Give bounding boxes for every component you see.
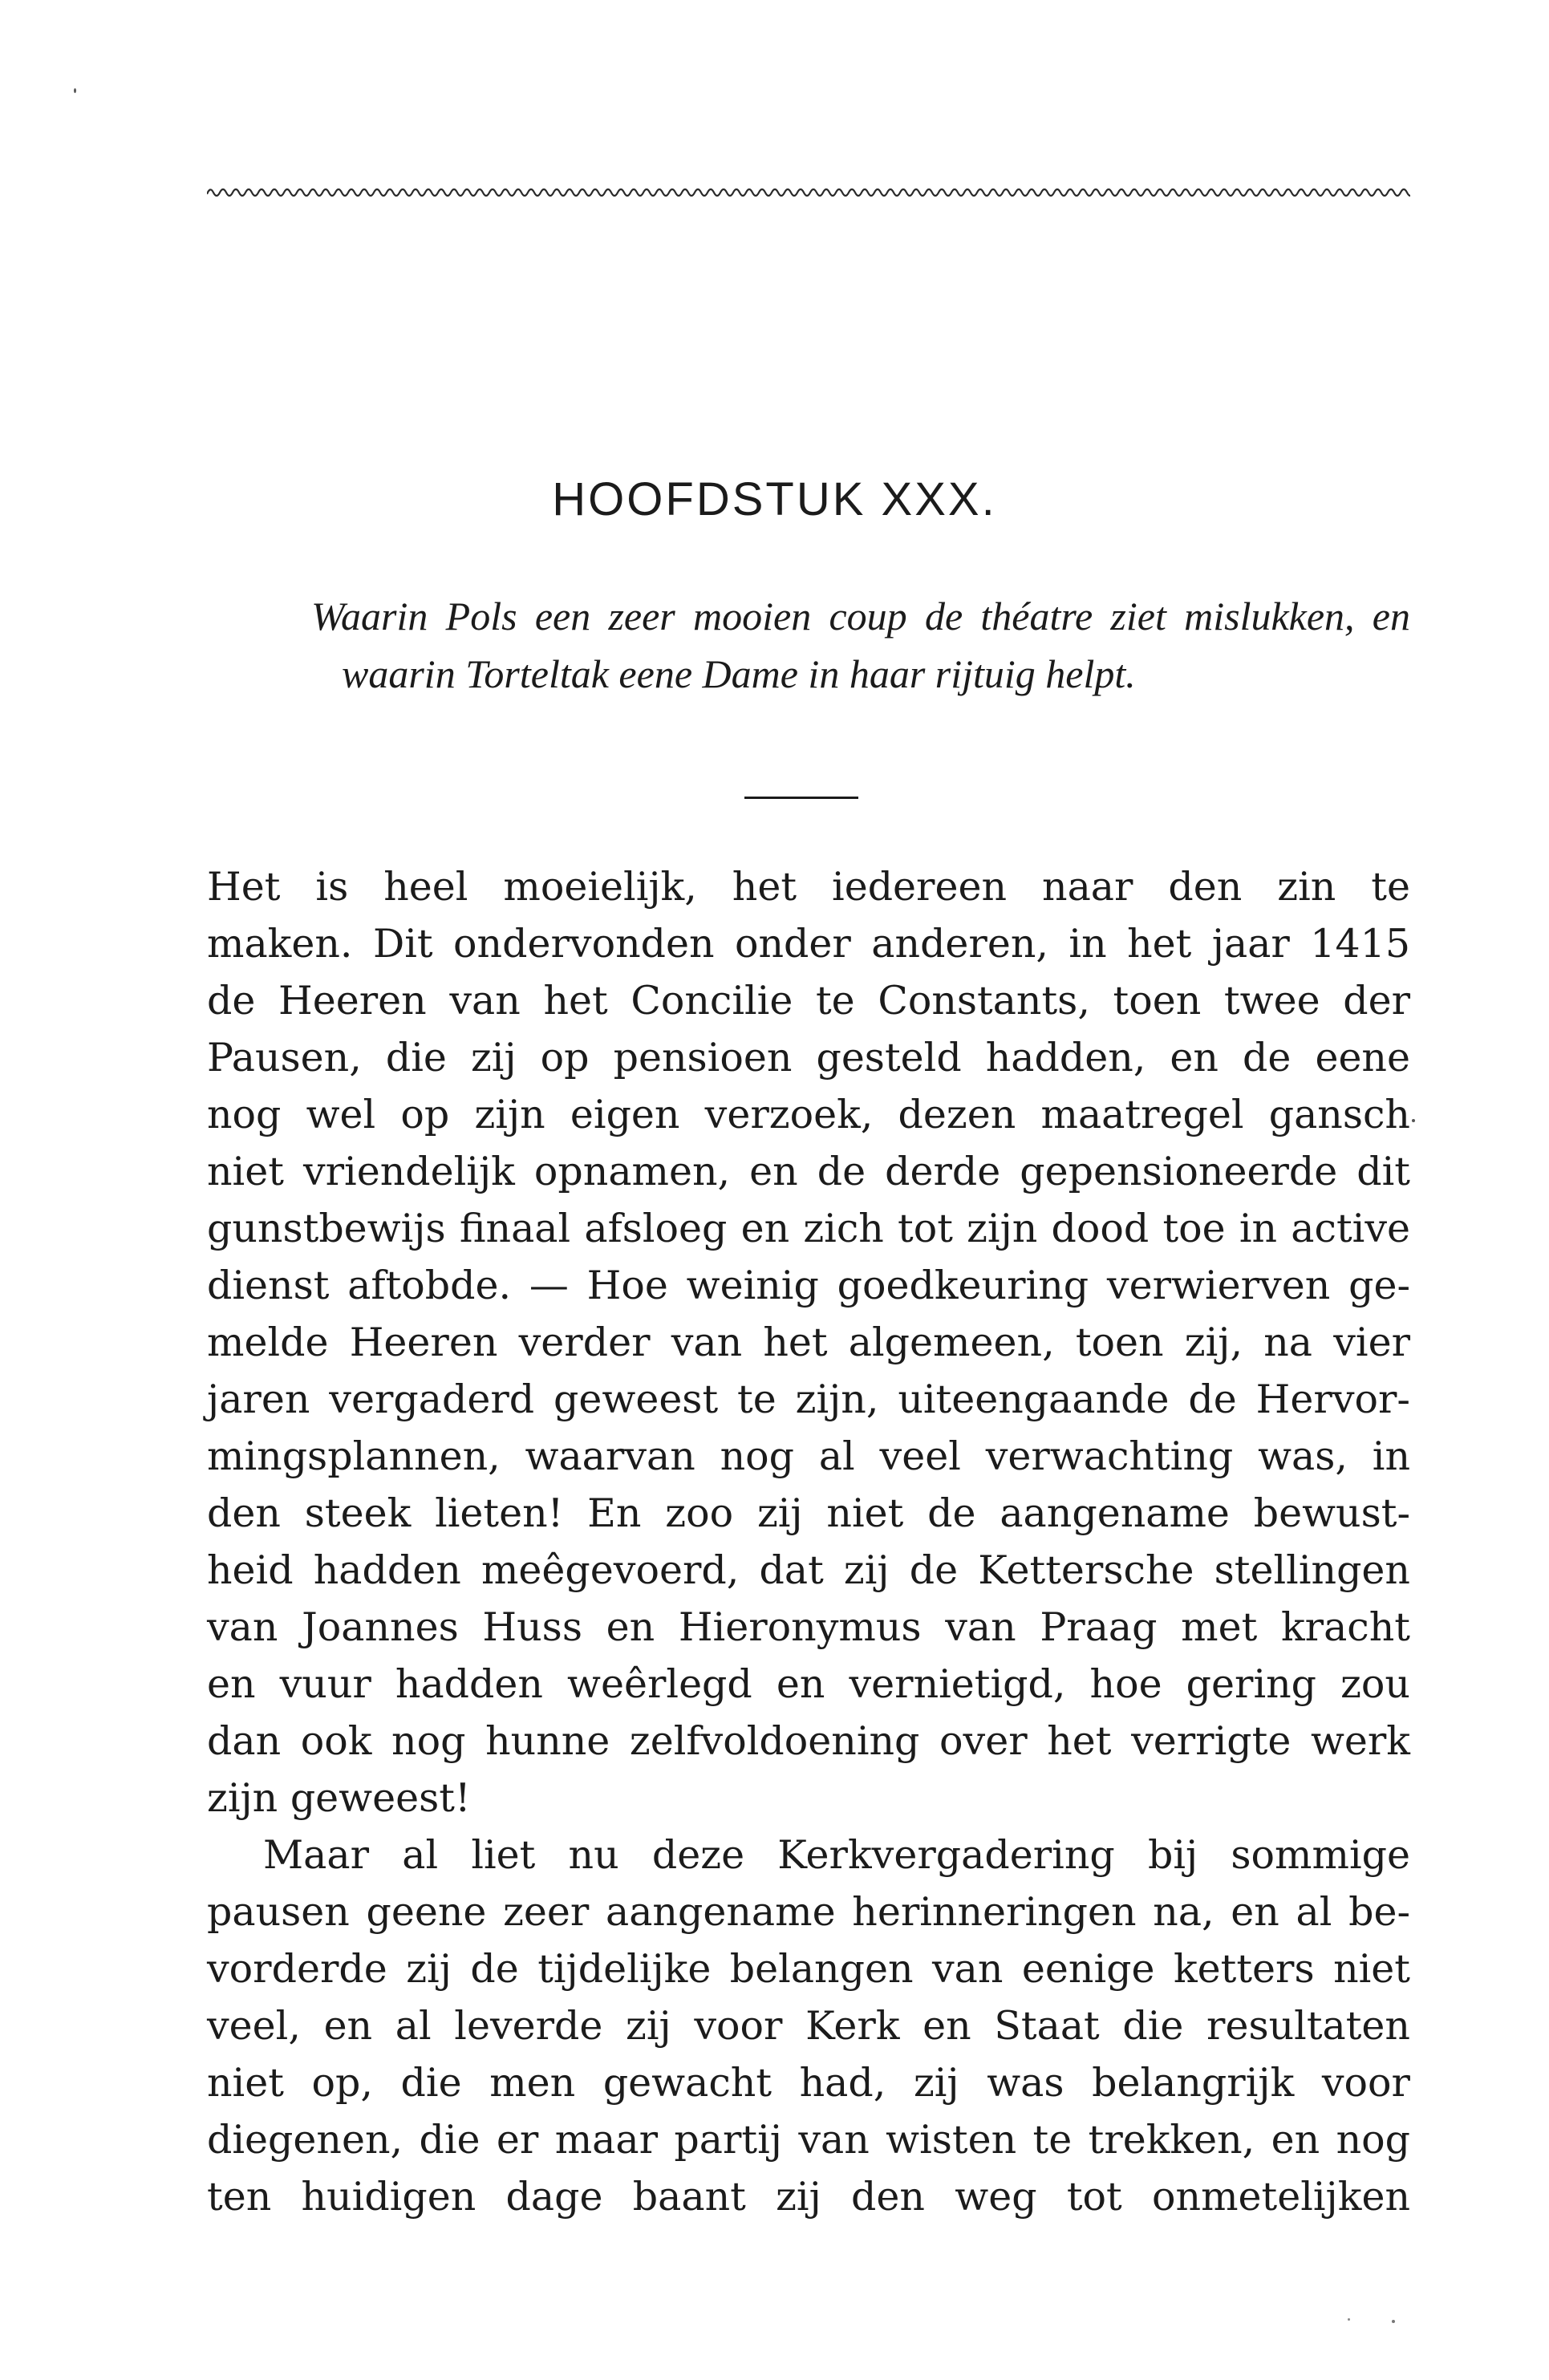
paper-speck <box>1412 1119 1415 1122</box>
body-line: vorderde zij de tijdelijke belangen van eenige ketters niet <box>207 1946 1410 1992</box>
body-line: gunstbewijs finaal afsloeg en zich tot zijn dood toe in active <box>207 1206 1410 1251</box>
body-line: pausen geene zeer aangename herinneringen na, en al be- <box>207 1889 1410 1935</box>
paper-speck <box>1348 2318 1350 2321</box>
body-line: nog wel op zijn eigen verzoek, dezen maatregel gansch <box>207 1092 1410 1137</box>
body-line: de Heeren van het Concilie te Constants, toen twee der <box>207 978 1410 1024</box>
body-line: diegenen, die er maar partij van wisten te trekken, en nog <box>207 2117 1410 2163</box>
paper-speck <box>1392 2320 1395 2323</box>
body-line: mingsplannen, waarvan nog al veel verwachting was, in <box>207 1433 1410 1479</box>
body-line: zijn geweest! <box>207 1775 471 1821</box>
body-line: Het is heel moeielijk, het iedereen naar den zin te <box>207 864 1410 910</box>
body-text <box>207 858 1410 2225</box>
body-line: heid hadden meêgevoerd, dat zij de Kettersche stellingen <box>207 1547 1410 1593</box>
chapter-subtitle: Waarin Pols een zeer mooien coup de théatre ziet mislukken, en waarin Torteltak eene Dame in haar rijtuig helpt. <box>311 594 1410 696</box>
body-line: ten huidigen dage baant zij den weg tot onmetelijken <box>207 2174 1410 2220</box>
body-line: Maar al liet nu deze Kerkvergadering bij sommige <box>263 1832 1410 1878</box>
body-line: niet vriendelijk opnamen, en de derde gepensioneerde dit <box>207 1149 1410 1194</box>
ornamental-wavy-rule <box>207 183 1410 202</box>
body-line: dienst aftobde. — Hoe weinig goedkeuring verwierven ge- <box>207 1263 1410 1308</box>
section-divider-rule <box>744 797 858 799</box>
body-line: dan ook nog hunne zelfvoldoening over het verrigte werk <box>207 1718 1410 1764</box>
body-line: melde Heeren verder van het algemeen, toen zij, na vier <box>207 1320 1410 1365</box>
chapter-title: HOOFDSTUK XXX. <box>552 473 997 525</box>
body-line: maken. Dit ondervonden onder anderen, in het jaar 1415 <box>207 921 1410 967</box>
body-line: den steek lieten! En zoo zij niet de aangename bewust- <box>207 1490 1410 1536</box>
body-line: niet op, die men gewacht had, zij was belangrijk voor <box>207 2060 1410 2106</box>
body-line: Pausen, die zij op pensioen gesteld hadden, en de eene <box>207 1035 1410 1081</box>
body-line: jaren vergaderd geweest te zijn, uiteengaande de Hervor- <box>207 1377 1410 1422</box>
body-line: veel, en al leverde zij voor Kerk en Staat die resultaten <box>207 2003 1410 2049</box>
body-line: van Joannes Huss en Hieronymus van Praag met kracht <box>207 1604 1410 1650</box>
body-line: en vuur hadden weêrlegd en vernietigd, hoe gering zou <box>207 1661 1410 1707</box>
paper-speck <box>74 88 76 93</box>
